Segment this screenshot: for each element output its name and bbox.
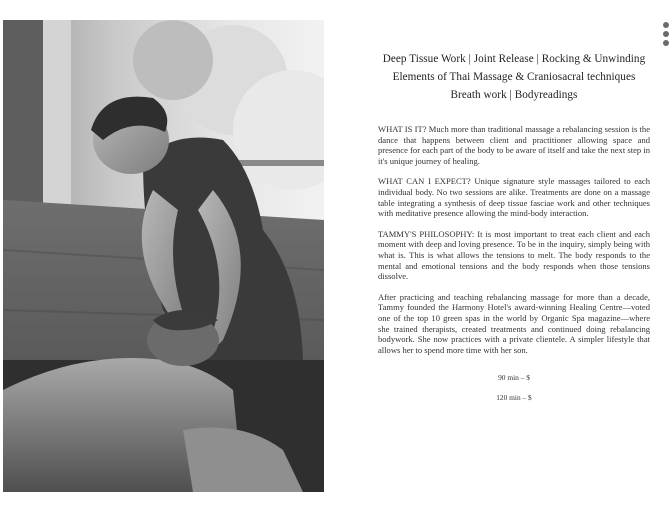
headline-line-3: Breath work | Bodyreadings [450,89,578,101]
headline-line-2: Elements of Thai Massage & Craniosacral techniques [392,71,636,83]
massage-photo-illustration [3,20,324,492]
paragraph-what-to-expect: WHAT CAN I EXPECT? Unique signature style massages tailored to each individual body. No two sessions are alike. Treatments are done on a massage table integrating a synthesis of deep tissue fasciae work and other techniques with meditative presence allowing the mind-body interaction. [378,176,650,219]
services-description [378,50,650,403]
price-90-min: 90 min – $ [498,373,530,383]
dot [663,22,669,28]
headline-line-1: Deep Tissue Work | Joint Release | Rocking & Unwinding [382,53,646,65]
services-headline [378,50,650,104]
dot [663,31,669,37]
paragraph-biography: After practicing and teaching rebalancing massage for more than a decade, Tammy founded the Harmony Hotel's award-winning Healing Centre—voted one of the top 10 green spas in the world by Organic Spa magazine—where she trained therapists, created treatments and continued doing rebalancing bodywork. She now practices with a private clientele. A simpler lifestyle that allows her to spend more time with her son. [378,291,650,355]
massage-photo [3,20,324,492]
price-120-min: 120 min – $ [496,393,532,403]
vertical-dots-icon[interactable] [661,22,671,48]
dot [663,40,669,46]
paragraph-what-is-it: WHAT IS IT? Much more than traditional massage a rebalancing session is the dance that happens between client and practitioner allowing space and presence for each part of the body to be aware of itself and take the next step in it's unique journey of healing. [378,124,650,166]
paragraph-philosophy: TAMMY'S PHILOSOPHY: It is most important to treat each client and each moment with deep and loving presence. To be in the inquiry, simply being with what is. This is what allows the tensions to melt. The body responds to the mental and emotional tensions and the body responds when those tensions dissolve. [378,228,650,282]
